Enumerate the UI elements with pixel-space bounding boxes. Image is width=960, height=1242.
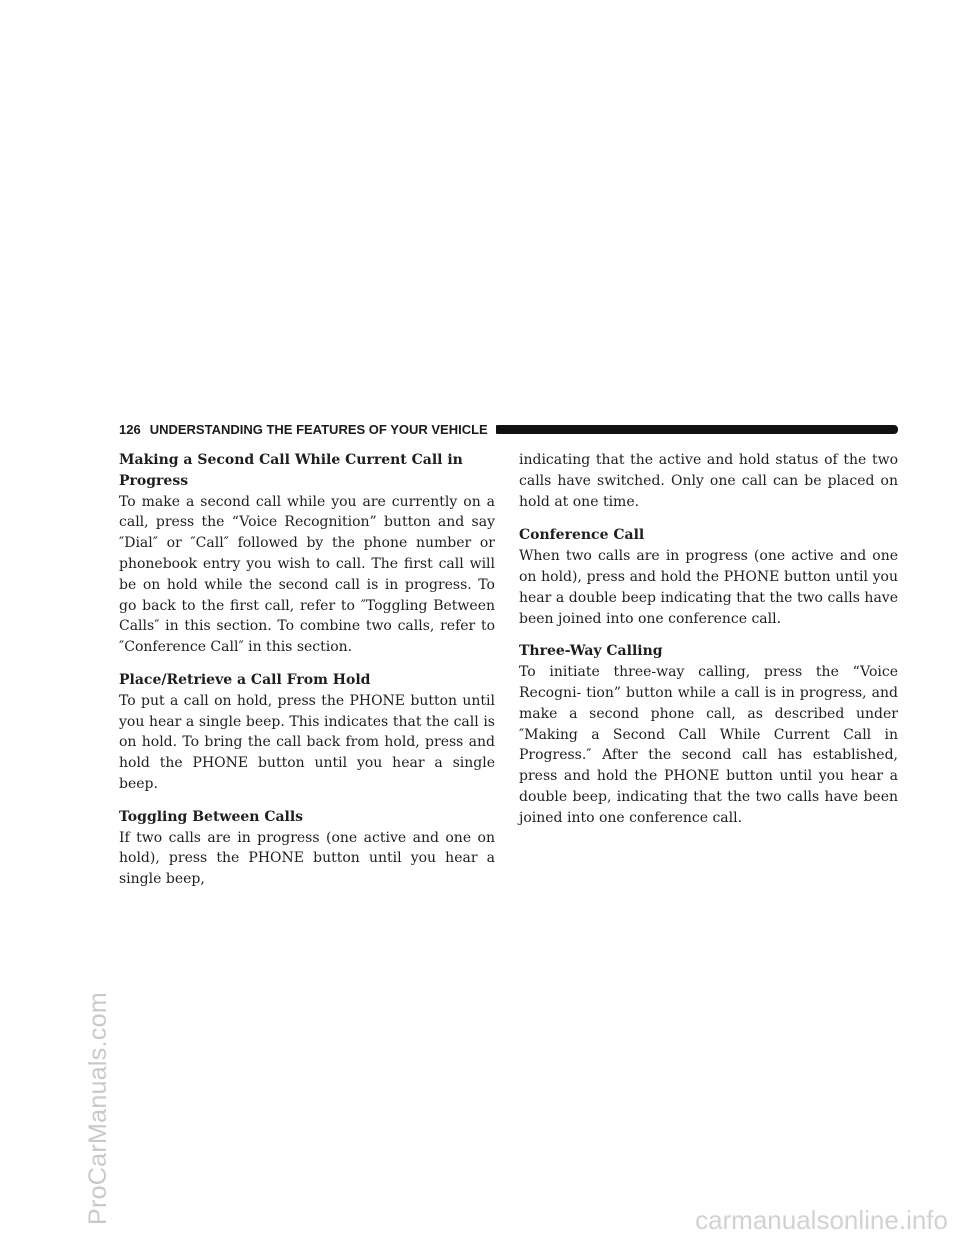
heading-three-way: Three-Way Calling bbox=[519, 643, 663, 660]
para-toggling-continued: indicating that the active and hold status of the two calls have switched. Only one call can be placed on hold at one time. bbox=[519, 452, 898, 510]
heading-call-hold: Place/Retrieve a Call From Hold bbox=[119, 671, 371, 688]
heading-second-call: Making a Second Call While Current Call in Progress bbox=[119, 452, 463, 489]
section-title: UNDERSTANDING THE FEATURES OF YOUR VEHICLE bbox=[149, 421, 488, 437]
running-header bbox=[119, 420, 898, 438]
bottom-watermark: carmanualsonline.info bbox=[695, 1205, 948, 1235]
side-watermark: ProCarManuals.com bbox=[84, 992, 112, 1225]
para-conference-call: When two calls are in progress (one active and one on hold), press and hold the PHONE button until you hear a double beep indicating that the two calls have been joined into one conference call. bbox=[519, 548, 898, 627]
heading-conference-call: Conference Call bbox=[519, 527, 645, 544]
header-rule bbox=[496, 425, 898, 434]
heading-toggling: Toggling Between Calls bbox=[119, 808, 304, 825]
para-three-way: To initiate three-way calling, press the “Voice Recogni- tion” button while a call is in progress, and make a second phone call, as described under ″Making a Second Call While Current Call in Progress.″ After the second call has established, press and hold the PHONE button until you hear a double beep, indicating that the two calls have been joined into one conference call. bbox=[519, 664, 898, 826]
para-second-call: To make a second call while you are currently on a call, press the “Voice Recognition” button and say ″Dial″ or ″Call″ followed by the phone number or phonebook entry you wish to call. The first call will be on hold while the second call is in progress. To go back to the first call, refer to ″Toggling Between Calls″ in this section. To combine two calls, refer to ″Conference Call″ in this section. bbox=[119, 493, 495, 656]
para-toggling: If two calls are in progress (one active and one on hold), press the PHONE button until you hear a single beep, bbox=[119, 829, 495, 888]
right-column bbox=[519, 450, 898, 841]
para-call-hold: To put a call on hold, press the PHONE button until you hear a single beep. This indicates that the call is on hold. To bring the call back from hold, press and hold the PHONE button until you hear a single beep. bbox=[119, 692, 495, 792]
page-number: 126 bbox=[119, 421, 141, 437]
left-column bbox=[119, 450, 495, 902]
